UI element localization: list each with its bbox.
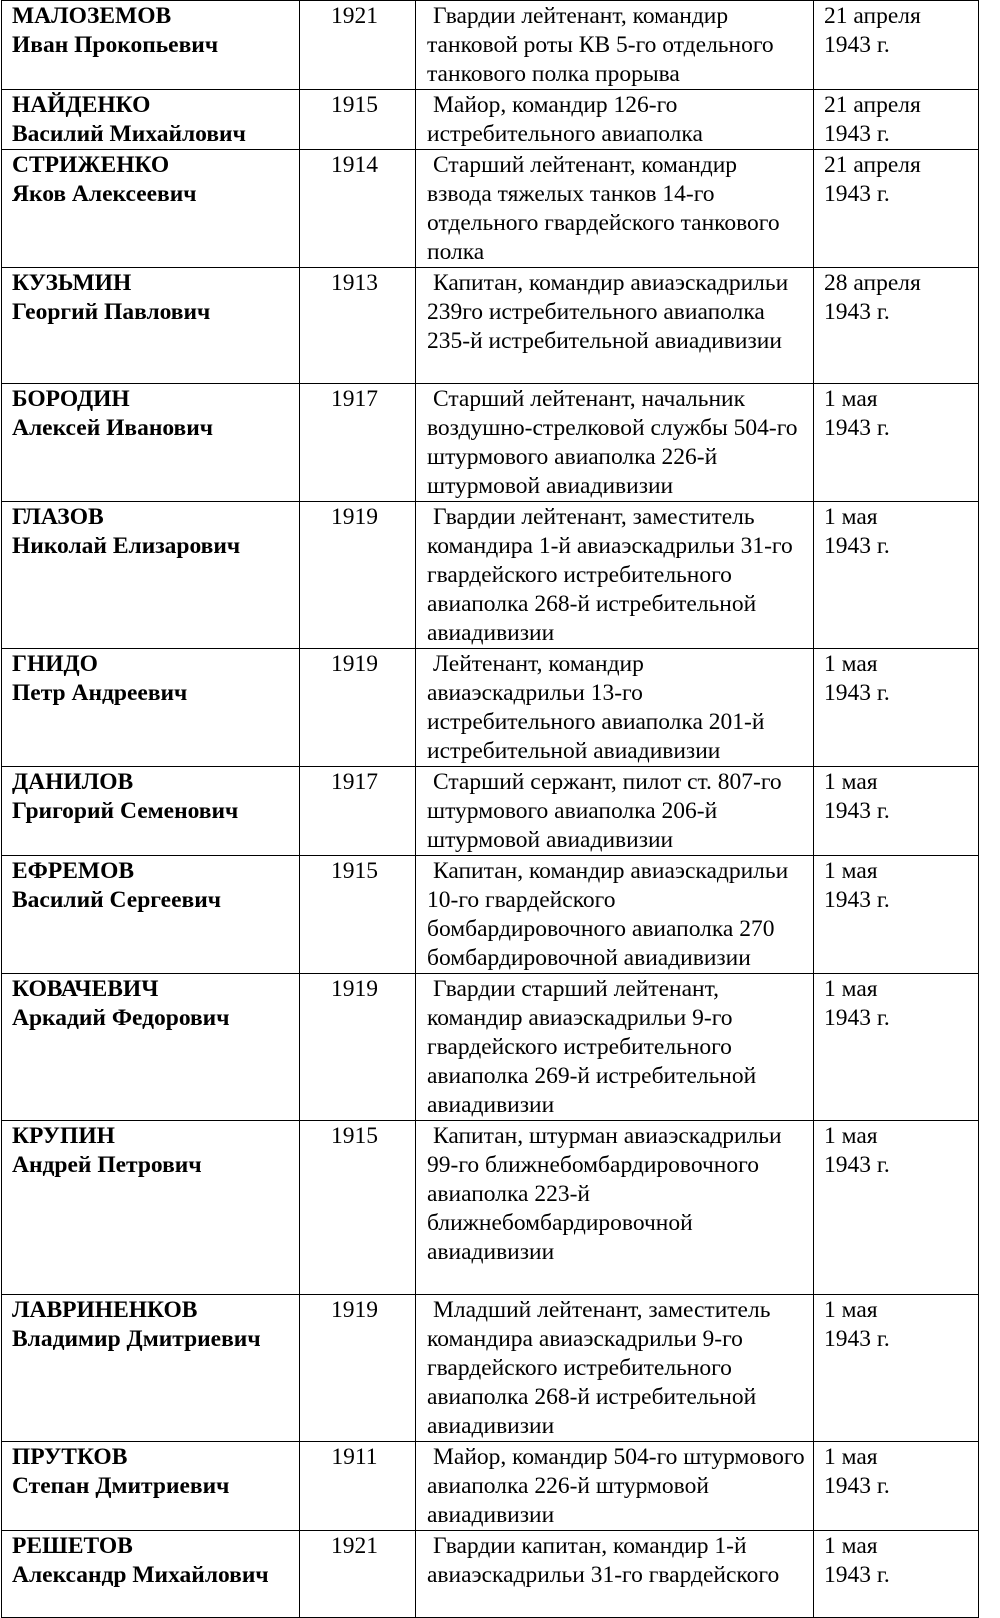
name-cell <box>2 1531 300 1618</box>
rank-description: Капитан, командир авиаэскадрильи 239го истребительного авиаполка 235-й истребительной авиадивизии <box>416 268 814 384</box>
surname: КУЗЬМИН <box>12 270 132 296</box>
surname: СТРИЖЕНКО <box>12 152 170 178</box>
award-date-year: 1943 г. <box>824 415 890 441</box>
name-cell <box>2 649 300 767</box>
award-date-day: 1 мая <box>824 1123 878 1149</box>
award-date-day: 1 мая <box>824 769 878 795</box>
surname: ГЛАЗОВ <box>12 504 104 530</box>
rank-description: Майор, командир 504-го штурмового авиаполка 226-й штурмовой авиадивизии <box>416 1442 814 1531</box>
given-name: Александр Михайлович <box>12 1562 269 1588</box>
given-name: Владимир Дмитриевич <box>12 1326 261 1352</box>
award-date-day: 1 мая <box>824 976 878 1002</box>
award-date-day: 28 апреля <box>824 270 921 296</box>
award-date-year: 1943 г. <box>824 1562 890 1588</box>
table-row <box>2 150 979 268</box>
rank-description: Гвардии лейтенант, командир танковой роты КВ 5-го отдельного танкового полка прорыва <box>416 1 814 90</box>
award-date-day: 1 мая <box>824 651 878 677</box>
name-cell <box>2 974 300 1121</box>
given-name: Яков Алексеевич <box>12 181 197 207</box>
birth-year: 1919 <box>300 974 416 1121</box>
rank-description: Гвардии старший лейтенант, командир авиаэскадрильи 9-го гвардейского истребительного авиаполка 269-й истребительной авиадивизии <box>416 974 814 1121</box>
name-cell <box>2 1295 300 1442</box>
given-name: Василий Сергеевич <box>12 887 221 913</box>
birth-year: 1921 <box>300 1 416 90</box>
rank-description: Гвардии лейтенант, заместитель командира 1-й авиаэскадрильи 31-го гвардейского истребительного авиаполка 268-й истребительной авиадивизии <box>416 502 814 649</box>
name-cell <box>2 90 300 150</box>
table-row <box>2 856 979 974</box>
surname: КОВАЧЕВИЧ <box>12 976 159 1002</box>
name-cell <box>2 502 300 649</box>
rank-description: Капитан, командир авиаэскадрильи 10-го гвардейского бомбардировочного авиаполка 270 бомбардировочной авиадивизии <box>416 856 814 974</box>
surname: ГНИДО <box>12 651 98 677</box>
table-row <box>2 90 979 150</box>
name-cell <box>2 384 300 502</box>
award-date-year: 1943 г. <box>824 798 890 824</box>
award-date <box>814 1295 979 1442</box>
table-row <box>2 268 979 384</box>
given-name: Степан Дмитриевич <box>12 1473 230 1499</box>
award-date <box>814 1121 979 1295</box>
given-name: Иван Прокопьевич <box>12 32 219 58</box>
award-date-year: 1943 г. <box>824 680 890 706</box>
surname: ЛАВРИНЕНКОВ <box>12 1297 198 1323</box>
birth-year: 1919 <box>300 502 416 649</box>
award-date-year: 1943 г. <box>824 299 890 325</box>
award-date <box>814 150 979 268</box>
table-row <box>2 1 979 90</box>
rank-description: Старший лейтенант, начальник воздушно-стрелковой службы 504-го штурмового авиаполка 226-й штурмовой авиадивизии <box>416 384 814 502</box>
table-row <box>2 974 979 1121</box>
rank-description: Младший лейтенант, заместитель командира авиаэскадрильи 9-го гвардейского истребительного авиаполка 268-й истребительной авиадивизии <box>416 1295 814 1442</box>
given-name: Петр Андреевич <box>12 680 188 706</box>
surname: ПРУТКОВ <box>12 1444 128 1470</box>
award-date-year: 1943 г. <box>824 181 890 207</box>
name-cell <box>2 1 300 90</box>
given-name: Георгий Павлович <box>12 299 211 325</box>
award-date <box>814 649 979 767</box>
given-name: Николай Елизарович <box>12 533 241 559</box>
birth-year: 1921 <box>300 1531 416 1618</box>
given-name: Андрей Петрович <box>12 1152 202 1178</box>
birth-year: 1917 <box>300 767 416 856</box>
award-date <box>814 767 979 856</box>
table-row <box>2 1531 979 1618</box>
award-date-year: 1943 г. <box>824 1326 890 1352</box>
birth-year: 1915 <box>300 856 416 974</box>
award-date <box>814 268 979 384</box>
given-name: Аркадий Федорович <box>12 1005 230 1031</box>
award-date <box>814 1531 979 1618</box>
rank-description: Лейтенант, командир авиаэскадрильи 13-го истребительного авиаполка 201-й истребительной авиадивизии <box>416 649 814 767</box>
surname: НАЙДЕНКО <box>12 92 151 118</box>
birth-year: 1919 <box>300 649 416 767</box>
birth-year: 1919 <box>300 1295 416 1442</box>
rank-description: Майор, командир 126-го истребительного авиаполка <box>416 90 814 150</box>
award-date-day: 1 мая <box>824 1533 878 1559</box>
table-row <box>2 767 979 856</box>
table-row <box>2 1442 979 1531</box>
birth-year: 1917 <box>300 384 416 502</box>
table-row <box>2 1295 979 1442</box>
surname: ЕФРЕМОВ <box>12 858 135 884</box>
award-date-year: 1943 г. <box>824 533 890 559</box>
award-date-year: 1943 г. <box>824 1152 890 1178</box>
award-date-year: 1943 г. <box>824 1005 890 1031</box>
surname: БОРОДИН <box>12 386 130 412</box>
table-body <box>2 1 979 1618</box>
award-date <box>814 384 979 502</box>
award-date-day: 21 апреля <box>824 3 921 29</box>
award-date-year: 1943 г. <box>824 121 890 147</box>
birth-year: 1911 <box>300 1442 416 1531</box>
birth-year: 1913 <box>300 268 416 384</box>
award-date-year: 1943 г. <box>824 1473 890 1499</box>
award-date-day: 1 мая <box>824 1297 878 1323</box>
award-date <box>814 502 979 649</box>
surname: МАЛОЗЕМОВ <box>12 3 172 29</box>
rank-description: Старший сержант, пилот ст. 807-го штурмового авиаполка 206-й штурмовой авиадивизии <box>416 767 814 856</box>
award-date-day: 1 мая <box>824 858 878 884</box>
award-date-year: 1943 г. <box>824 32 890 58</box>
surname: КРУПИН <box>12 1123 115 1149</box>
award-date-year: 1943 г. <box>824 887 890 913</box>
rank-description: Старший лейтенант, командир взвода тяжелых танков 14-го отдельного гвардейского танкового полка <box>416 150 814 268</box>
award-date <box>814 1442 979 1531</box>
rank-description: Гвардии капитан, командир 1-й авиаэскадрильи 31-го гвардейского <box>416 1531 814 1618</box>
birth-year: 1915 <box>300 90 416 150</box>
birth-year: 1914 <box>300 150 416 268</box>
award-date-day: 1 мая <box>824 386 878 412</box>
given-name: Василий Михайлович <box>12 121 246 147</box>
heroes-table <box>1 0 979 1618</box>
birth-year: 1915 <box>300 1121 416 1295</box>
name-cell <box>2 856 300 974</box>
table-row <box>2 1121 979 1295</box>
award-date-day: 1 мая <box>824 504 878 530</box>
name-cell <box>2 268 300 384</box>
name-cell <box>2 1121 300 1295</box>
award-date-day: 1 мая <box>824 1444 878 1470</box>
award-date <box>814 856 979 974</box>
name-cell <box>2 767 300 856</box>
rank-description: Капитан, штурман авиаэскадрильи 99-го ближнебомбардировочного авиаполка 223-й ближнебомбардировочной авиадивизии <box>416 1121 814 1295</box>
surname: РЕШЕТОВ <box>12 1533 133 1559</box>
table-row <box>2 502 979 649</box>
given-name: Григорий Семенович <box>12 798 239 824</box>
name-cell <box>2 150 300 268</box>
given-name: Алексей Иванович <box>12 415 214 441</box>
surname: ДАНИЛОВ <box>12 769 134 795</box>
award-date <box>814 974 979 1121</box>
award-date <box>814 1 979 90</box>
name-cell <box>2 1442 300 1531</box>
award-date-day: 21 апреля <box>824 92 921 118</box>
award-date <box>814 90 979 150</box>
table-row <box>2 384 979 502</box>
award-date-day: 21 апреля <box>824 152 921 178</box>
table-row <box>2 649 979 767</box>
